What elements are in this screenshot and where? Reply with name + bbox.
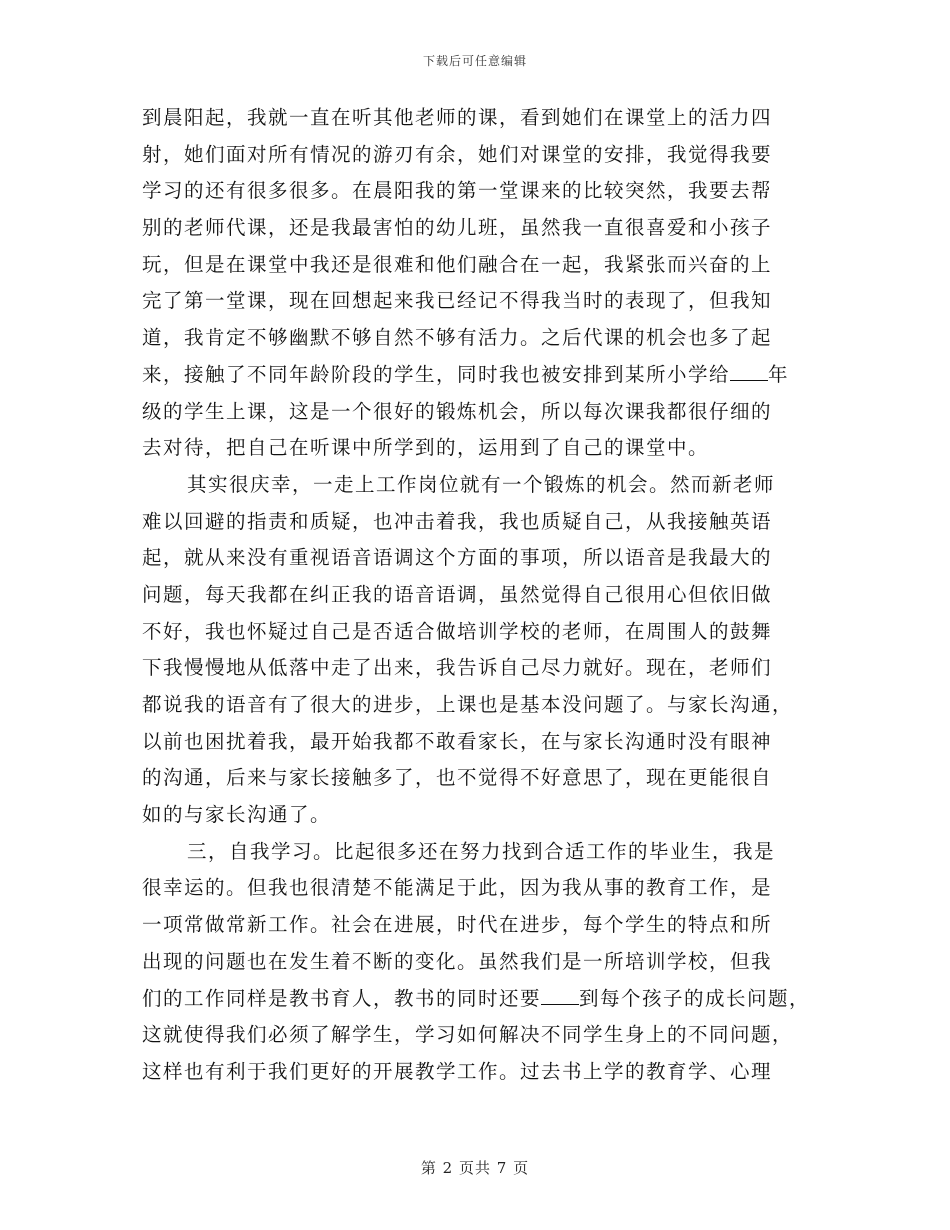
text-line: 难以回避的指责和质疑，也冲击着我，我也质疑自己，从我接触英语 [142,509,773,533]
text-line: 这样也有利于我们更好的开展教学工作。过去书上学的教育学、心理 [142,1059,773,1083]
text-line: 这就使得我们必须了解学生，学习如何解决不同学生身上的不同问题， [142,1023,794,1047]
text-line: 其实很庆幸，一走上工作岗位就有一个锻炼的机会。然而新老师 [187,472,776,496]
text-line: 学习的还有很多很多。在晨阳我的第一堂课来的比较突然，我要去帮 [142,179,773,203]
fill-in-blank [541,984,579,1005]
page-header: 下载后可任意编辑 [422,54,527,68]
text-line: 完了第一堂课，现在回想起来我已经记不得我当时的表现了，但我知 [142,289,773,313]
text-line: 射，她们面对所有情况的游刃有余，她们对课堂的安排，我觉得我要 [142,142,773,166]
document-body [142,100,812,1091]
text-segment: 们的工作同样是教书育人，教书的同时还要 [142,986,542,1010]
text-line: 级的学生上课，这是一个很好的锻炼机会，所以每次课我都很仔细的 [142,399,773,423]
text-line-with-blank [142,981,812,1018]
paragraph-1 [142,100,812,467]
paragraph-2 [142,467,812,834]
paragraph-3 [142,834,812,1091]
fill-in-blank [730,360,768,381]
text-line: 一项常做常新工作。社会在进展，时代在进步，每个学生的特点和所 [142,913,773,937]
text-line: 起，就从来没有重视语音语调这个方面的事项，所以语音是我最大的 [142,546,773,570]
text-line: 都说我的语音有了很大的进步，上课也是基本没问题了。与家长沟通， [142,693,794,716]
text-line: 问题，每天我都在纠正我的语音语调，虽然觉得自己很用心但依旧做 [142,582,773,606]
text-line: 道，我肯定不够幽默不够自然不够有活力。之后代课的机会也多了起 [142,326,773,350]
text-line: 玩，但是在课堂中我还是很难和他们融合在一起，我紧张而兴奋的上 [142,252,773,276]
text-line: 到晨阳起，我就一直在听其他老师的课，看到她们在课堂上的活力四 [142,106,773,129]
text-line: 很幸运的。但我也很清楚不能满足于此，因为我从事的教育工作，是 [142,876,773,900]
text-line: 不好，我也怀疑过自己是否适合做培训学校的老师，在周围人的鼓舞 [142,619,773,643]
text-segment: 年 [768,362,790,386]
text-line: 出现的问题也在发生着不断的变化。虽然我们是一所培训学校，但我 [142,949,773,973]
text-line: 别的老师代课，还是我最害怕的幼儿班，虽然我一直很喜爱和小孩子 [142,216,773,240]
text-line-with-blank [142,357,812,394]
text-segment: 到每个孩子的成长问题， [579,986,811,1010]
text-line: 下我慢慢地从低落中走了出来，我告诉自己尽力就好。现在，老师们 [142,656,773,680]
page-footer: 第 2 页共 7 页 [420,1159,530,1177]
text-line: 如的与家长沟通了。 [142,803,332,827]
text-segment: 来，接触了不同年龄阶段的学生，同时我也被安排到某所小学给 [142,362,731,386]
text-line: 三，自我学习。比起很多还在努力找到合适工作的毕业生，我是 [187,839,776,863]
text-line: 去对待，把自己在听课中所学到的，运用到了自己的课堂中。 [142,436,710,460]
text-line: 以前也困扰着我，最开始我都不敢看家长，在与家长沟通时没有眼神 [142,729,773,753]
text-line: 的沟通，后来与家长接触多了，也不觉得不好意思了，现在更能很自 [142,766,773,790]
